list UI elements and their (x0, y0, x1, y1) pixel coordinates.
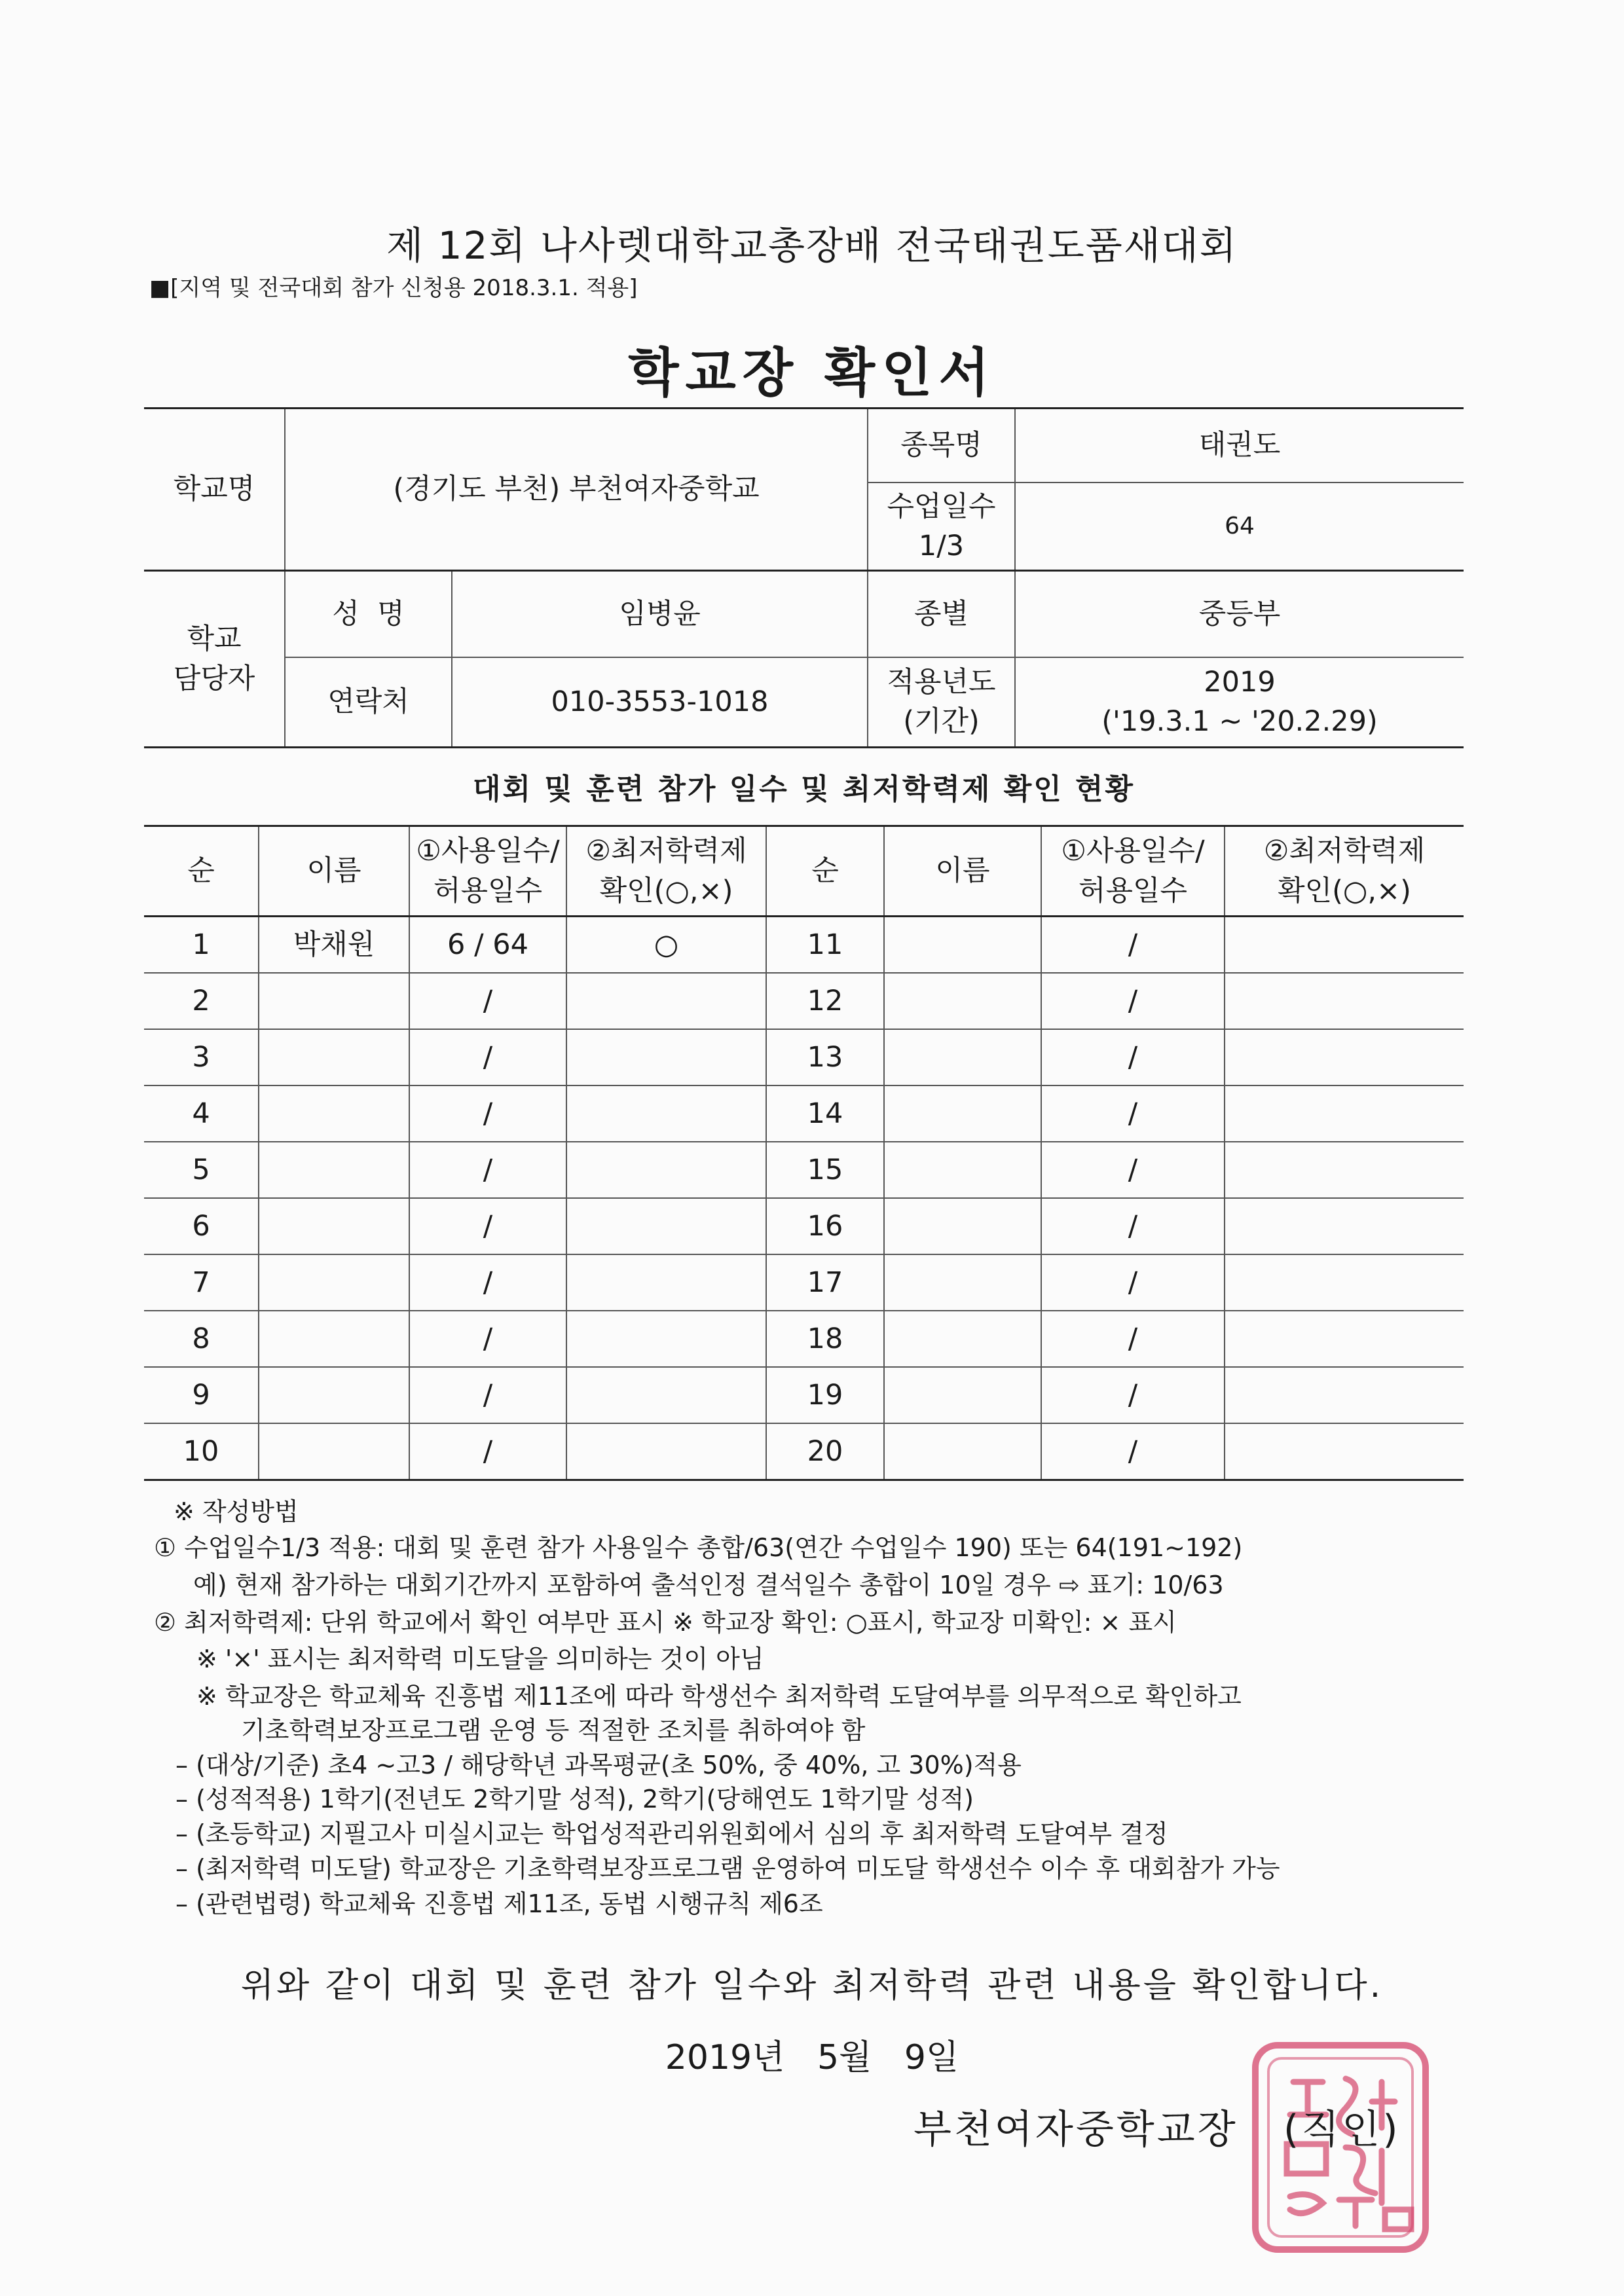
row-check (1225, 917, 1464, 974)
table-row (144, 1198, 1464, 1254)
school-days-label (868, 483, 1015, 571)
event-title: 제 12회 나사렛대학교총장배 전국태권도품새대회 (386, 223, 1238, 268)
row-days: / (1041, 1254, 1225, 1311)
col-name-left: 이름 (259, 826, 409, 917)
row-days: / (409, 1142, 566, 1198)
row-days: / (409, 1311, 566, 1367)
row-name (884, 1029, 1041, 1085)
year-value-line2: ('19.3.1 ~ '20.2.29) (1101, 705, 1378, 738)
name-label: 성 명 (285, 571, 452, 657)
year-label-line1: 적용년도 (887, 666, 996, 699)
row-no: 18 (766, 1311, 884, 1367)
row-no: 15 (766, 1142, 884, 1198)
row-no: 16 (766, 1198, 884, 1254)
row-days: / (1041, 1085, 1225, 1142)
row-no: 10 (144, 1423, 259, 1480)
table-row (144, 1254, 1464, 1311)
row-name (259, 1423, 409, 1480)
row-no: 13 (766, 1029, 884, 1085)
row-no: 11 (766, 917, 884, 974)
row-name: 박채원 (259, 917, 409, 974)
row-name (884, 973, 1041, 1029)
instruction-1-example: 예) 현재 참가하는 대회기간까지 포함하여 출석인정 결석일수 총합이 10일 경우 ⇨ 표기: 10/63 (193, 1571, 1224, 1599)
row-days: / (409, 1029, 566, 1085)
row-days: / (1041, 973, 1225, 1029)
instruction-2: ② 최저학력제: 단위 학교에서 확인 여부만 표시 ※ 학교장 확인: ○표시, 학교장 미확인: × 표시 (154, 1608, 1177, 1637)
school-name-label: 학교명 (144, 409, 285, 571)
col-check-right-line1: ②최저학력제 (1263, 835, 1426, 868)
school-info-table (144, 407, 1464, 748)
row-check (1225, 1142, 1464, 1198)
row-days: / (1041, 917, 1225, 974)
col-check-left-line1: ②최저학력제 (585, 835, 747, 868)
row-check (566, 1367, 766, 1423)
row-days: / (1041, 1423, 1225, 1480)
row-check (566, 1085, 766, 1142)
school-days-value: 64 (1015, 483, 1464, 571)
table-row (144, 1085, 1464, 1142)
row-name (259, 1142, 409, 1198)
form-note: ■[지역 및 전국대회 참가 신청용 2018.3.1. 적용] (149, 275, 638, 301)
row-name (884, 1142, 1041, 1198)
row-name (884, 1198, 1041, 1254)
event-label: 종목명 (868, 409, 1015, 483)
row-no: 9 (144, 1367, 259, 1423)
row-no: 17 (766, 1254, 884, 1311)
row-no: 7 (144, 1254, 259, 1311)
row-check (566, 1198, 766, 1254)
manager-label-line1: 학교 (187, 623, 242, 656)
row-check (566, 1311, 766, 1367)
year-label (868, 657, 1015, 748)
row-no: 14 (766, 1085, 884, 1142)
row-no: 19 (766, 1367, 884, 1423)
row-days: / (409, 1254, 566, 1311)
row-days: / (1041, 1029, 1225, 1085)
bullet-target: – (대상/기준) 초4 ~고3 / 해당학년 과목평균(초 50%, 중 40%, 고 30%)적용 (175, 1751, 1022, 1779)
manager-label (144, 571, 285, 748)
event-value: 태권도 (1015, 409, 1464, 483)
row-name (259, 1029, 409, 1085)
roster-section-title: 대회 및 훈련 참가 일수 및 최저학력제 확인 현황 (472, 773, 1135, 806)
year-value (1015, 657, 1464, 748)
row-check (1225, 1423, 1464, 1480)
row-check (1225, 1367, 1464, 1423)
row-name (884, 1311, 1041, 1367)
col-no-left: 순 (144, 826, 259, 917)
row-days: / (1041, 1311, 1225, 1367)
row-name (259, 1198, 409, 1254)
instructions-heading: ※ 작성방법 (174, 1497, 299, 1526)
contact-label: 연락처 (285, 657, 452, 748)
school-days-label-line1: 수업일수 (887, 490, 996, 523)
document-title: 학교장 확인서 (628, 342, 996, 403)
row-no: 8 (144, 1311, 259, 1367)
row-check (566, 973, 766, 1029)
row-days: 6 / 64 (409, 917, 566, 974)
year-label-line2: (기간) (903, 705, 980, 738)
bullet-law: – (관련법령) 학교체육 진흥법 제11조, 동법 시행규칙 제6조 (175, 1889, 823, 1918)
row-no: 2 (144, 973, 259, 1029)
row-check (566, 1423, 766, 1480)
row-no: 6 (144, 1198, 259, 1254)
row-check (1225, 1254, 1464, 1311)
row-name (884, 1254, 1041, 1311)
manager-label-line2: 담당자 (173, 662, 255, 695)
row-name (884, 1423, 1041, 1480)
table-row (144, 1029, 1464, 1085)
col-days-left-line1: ①사용일수/ (416, 835, 560, 868)
signer: 부천여자중학교장 (직인) (913, 2107, 1401, 2153)
confirmation-statement: 위와 같이 대회 및 훈련 참가 일수와 최저학력 관련 내용을 확인합니다. (240, 1966, 1384, 2005)
row-no: 1 (144, 917, 259, 974)
table-row (144, 1311, 1464, 1367)
col-days-right-line1: ①사용일수/ (1061, 835, 1205, 868)
row-days: / (409, 1423, 566, 1480)
row-check (1225, 1029, 1464, 1085)
roster-table (144, 825, 1464, 1481)
instruction-2-law: ※ 학교장은 학교체육 진흥법 제11조에 따라 학생선수 최저학력 도달여부를 의무적으로 확인하고 (196, 1682, 1242, 1711)
instruction-2-law-cont: 기초학력보장프로그램 운영 등 적절한 조치를 취하여야 함 (241, 1716, 866, 1745)
row-no: 5 (144, 1142, 259, 1198)
col-check-right (1225, 826, 1464, 917)
col-days-left-line2: 허용일수 (433, 874, 543, 907)
school-days-label-line2: 1/3 (918, 529, 965, 562)
table-row (144, 917, 1464, 974)
row-check (566, 1029, 766, 1085)
col-days-left (409, 826, 566, 917)
row-no: 20 (766, 1423, 884, 1480)
row-no: 12 (766, 973, 884, 1029)
school-name-value: (경기도 부천) 부천여자중학교 (285, 409, 868, 571)
col-check-right-line2: 확인(○,×) (1278, 874, 1411, 907)
row-check: ○ (566, 917, 766, 974)
table-row (144, 1367, 1464, 1423)
row-check (1225, 1311, 1464, 1367)
row-check (566, 1254, 766, 1311)
col-no-right: 순 (766, 826, 884, 917)
row-days: / (1041, 1198, 1225, 1254)
row-name (259, 1311, 409, 1367)
row-check (1225, 1198, 1464, 1254)
row-name (259, 973, 409, 1029)
row-no: 4 (144, 1085, 259, 1142)
row-check (1225, 1085, 1464, 1142)
row-name (259, 1085, 409, 1142)
row-days: / (409, 973, 566, 1029)
row-days: / (409, 1085, 566, 1142)
instruction-2-note: ※ '×' 표시는 최저학력 미도달을 의미하는 것이 아님 (196, 1645, 764, 1673)
bullet-grades: – (성적적용) 1학기(전년도 2학기말 성적), 2학기(당해연도 1학기말 성적) (175, 1785, 974, 1813)
division-value: 중등부 (1015, 571, 1464, 657)
name-value: 임병윤 (452, 571, 868, 657)
row-days: / (1041, 1367, 1225, 1423)
col-check-left (566, 826, 766, 917)
table-row (144, 1142, 1464, 1198)
col-days-right (1041, 826, 1225, 917)
table-row (144, 973, 1464, 1029)
document-date: 2019년 5월 9일 (665, 2038, 959, 2077)
table-row (144, 1423, 1464, 1480)
row-check (566, 1142, 766, 1198)
bullet-below-minimum: – (최저학력 미도달) 학교장은 기초학력보장프로그램 운영하여 미도달 학생선수 이수 후 대회참가 가능 (175, 1854, 1280, 1883)
col-check-left-line2: 확인(○,×) (599, 874, 733, 907)
row-days: / (1041, 1142, 1225, 1198)
row-name (884, 917, 1041, 974)
col-name-right: 이름 (884, 826, 1041, 917)
row-no: 3 (144, 1029, 259, 1085)
row-days: / (409, 1198, 566, 1254)
bullet-elementary: – (초등학교) 지필고사 미실시교는 학업성적관리위원회에서 심의 후 최저학력 도달여부 결정 (175, 1819, 1168, 1848)
row-check (1225, 973, 1464, 1029)
row-name (884, 1367, 1041, 1423)
row-days: / (409, 1367, 566, 1423)
division-label: 종별 (868, 571, 1015, 657)
instruction-1: ① 수업일수1/3 적용: 대회 및 훈련 참가 사용일수 총합/63(연간 수업일수 190) 또는 64(191~192) (154, 1533, 1243, 1562)
row-name (884, 1085, 1041, 1142)
row-name (259, 1254, 409, 1311)
contact-value: 010-3553-1018 (452, 657, 868, 748)
col-days-right-line2: 허용일수 (1078, 874, 1188, 907)
row-name (259, 1367, 409, 1423)
year-value-line1: 2019 (1204, 666, 1276, 699)
